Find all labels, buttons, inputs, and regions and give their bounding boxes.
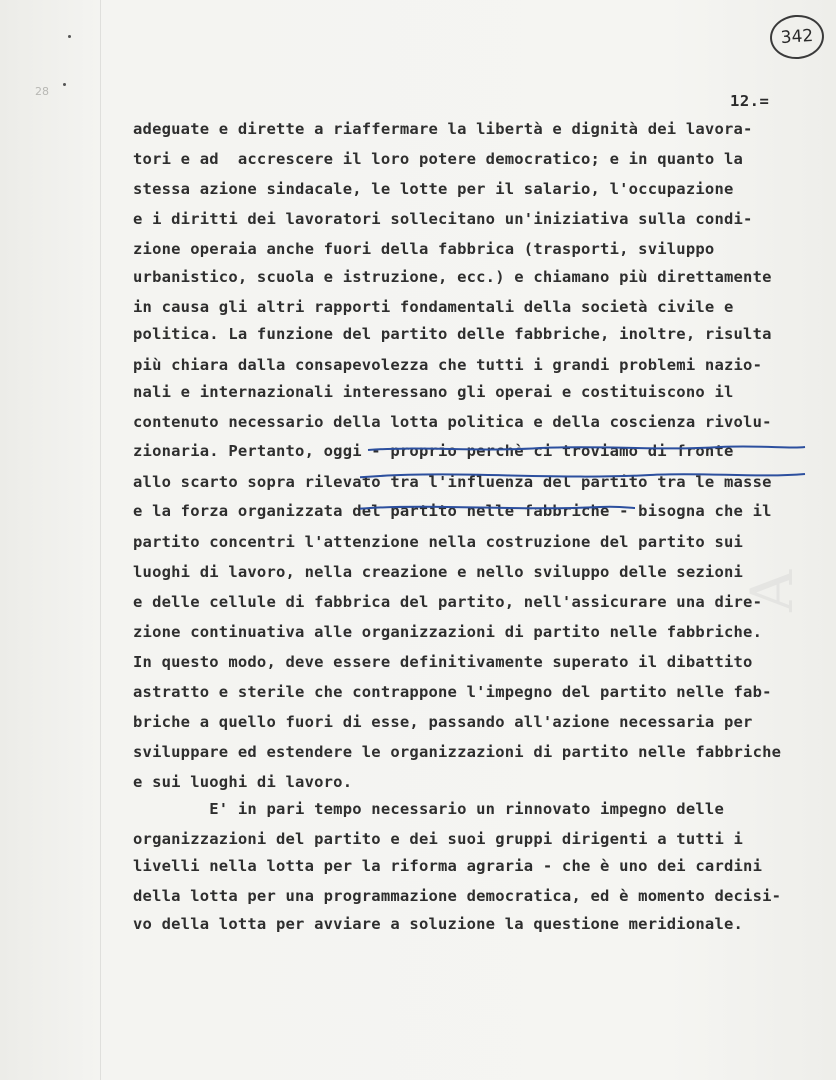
text-line: e i diritti dei lavoratori sollecitano un'iniziativa sulla condi- bbox=[133, 210, 753, 228]
text-line: allo scarto sopra rilevato tra l'influenza del partito tra le masse bbox=[133, 473, 772, 491]
text-line: stessa azione sindacale, le lotte per il salario, l'occupazione bbox=[133, 180, 734, 198]
text-line: organizzazioni del partito e dei suoi gruppi dirigenti a tutti i bbox=[133, 830, 744, 848]
stray-mark: 28 bbox=[35, 85, 49, 98]
text-line: In questo modo, deve essere definitivamente superato il dibattito bbox=[133, 653, 753, 671]
text-line: in causa gli altri rapporti fondamentali della società civile e bbox=[133, 298, 734, 316]
text-line: e sui luoghi di lavoro. bbox=[133, 773, 353, 791]
stamp-number: 342 bbox=[780, 25, 814, 49]
text-line: zione continuativa alle organizzazioni di partito nelle fabbriche. bbox=[133, 623, 763, 641]
text-line: sviluppare ed estendere le organizzazioni di partito nelle fabbriche bbox=[133, 743, 782, 761]
text-line: zionaria. Pertanto, oggi - proprio perchè ci troviamo di fronte bbox=[133, 442, 734, 460]
text-line: tori e ad accrescere il loro potere democratico; e in quanto la bbox=[133, 150, 744, 168]
archive-stamp bbox=[769, 13, 826, 61]
text-line: zione operaia anche fuori della fabbrica (trasporti, sviluppo bbox=[133, 240, 715, 258]
scan-speck bbox=[68, 35, 71, 38]
text-line: contenuto necessario della lotta politica e della coscienza rivolu- bbox=[133, 413, 772, 431]
text-line: politica. La funzione del partito delle fabbriche, inoltre, risulta bbox=[133, 325, 772, 343]
page-edge bbox=[100, 0, 101, 1080]
text-line: più chiara dalla consapevolezza che tutti i grandi problemi nazio- bbox=[133, 356, 763, 374]
text-line: livelli nella lotta per la riforma agraria - che è uno dei cardini bbox=[133, 857, 763, 875]
text-line: e la forza organizzata del partito nelle fabbriche - bisogna che il bbox=[133, 502, 772, 520]
text-line: e delle cellule di fabbrica del partito, nell'assicurare una dire- bbox=[133, 593, 763, 611]
text-line: della lotta per una programmazione democratica, ed è momento decisi- bbox=[133, 887, 782, 905]
text-line: E' in pari tempo necessario un rinnovato impegno delle bbox=[133, 800, 724, 818]
text-line: briche a quello fuori di esse, passando all'azione necessaria per bbox=[133, 713, 753, 731]
scan-speck bbox=[63, 83, 66, 86]
handwritten-strikethrough bbox=[360, 438, 810, 518]
page-number: 12.= bbox=[730, 92, 770, 110]
text-line: adeguate e dirette a riaffermare la libertà e dignità dei lavora- bbox=[133, 120, 753, 138]
text-line: vo della lotta per avviare a soluzione la questione meridionale. bbox=[133, 915, 744, 933]
text-line: luoghi di lavoro, nella creazione e nello sviluppo delle sezioni bbox=[133, 563, 744, 581]
text-line: astratto e sterile che contrappone l'impegno del partito nelle fab- bbox=[133, 683, 772, 701]
archive-watermark: A bbox=[738, 560, 806, 612]
text-line: urbanistico, scuola e istruzione, ecc.) e chiamano più direttamente bbox=[133, 268, 772, 286]
text-line: nali e internazionali interessano gli operai e costituiscono il bbox=[133, 383, 734, 401]
text-line: partito concentri l'attenzione nella costruzione del partito sui bbox=[133, 533, 744, 551]
